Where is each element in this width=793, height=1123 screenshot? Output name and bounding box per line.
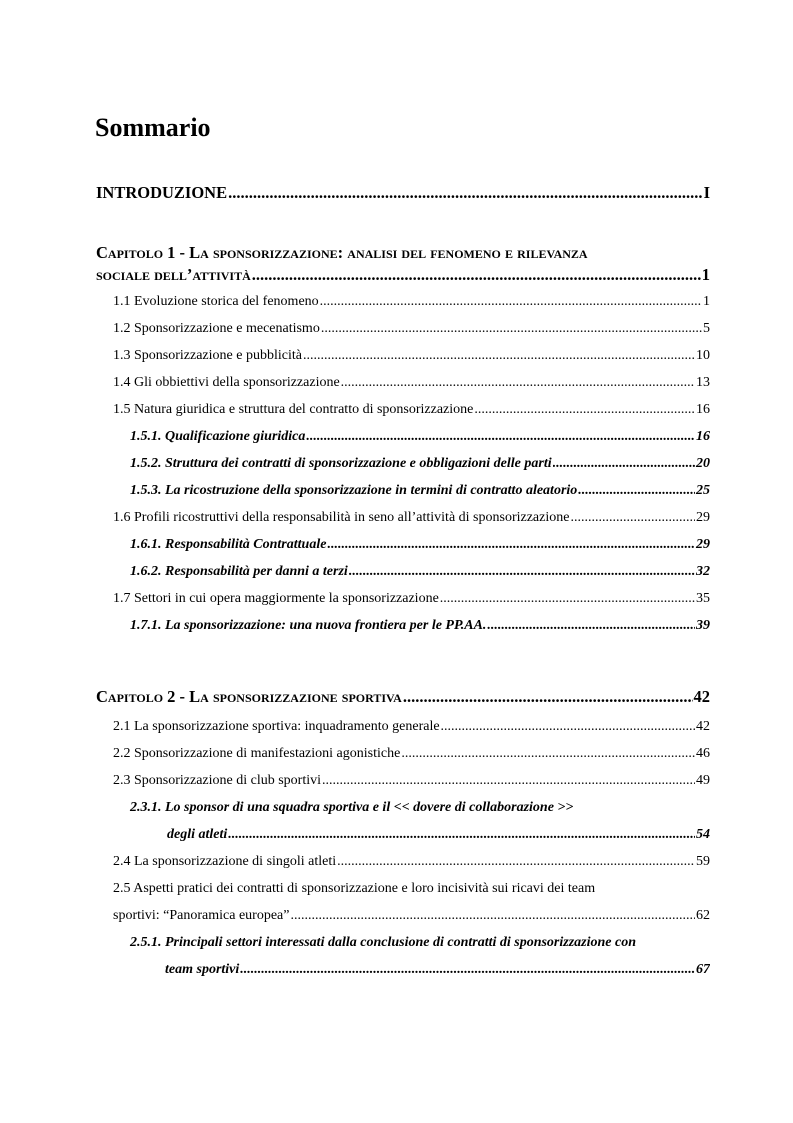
- toc-entry-label: 1.5.3. La ricostruzione della sponsorizzazione in termini di contratto aleatorio: [130, 483, 578, 498]
- toc-entry-label: 2.4 La sponsorizzazione di singoli atleti: [113, 854, 337, 869]
- toc-entry-2-3-1-line1[interactable]: 2.3.1. Lo sponsor di una squadra sportiva e il << dovere di collaborazione >>: [130, 800, 574, 815]
- leader-dots: [306, 427, 695, 447]
- leader-dots: [570, 508, 695, 528]
- leader-dots: [403, 687, 693, 707]
- leader-dots: [441, 717, 695, 737]
- toc-entry-label: 1.7 Settori in cui opera maggiormente la sponsorizzazione: [113, 591, 439, 606]
- toc-entry-page: 67: [696, 962, 710, 977]
- toc-entry-label: 2.1 La sponsorizzazione sportiva: inquadramento generale: [113, 719, 440, 734]
- chapter1-title-line1[interactable]: Capitolo 1 - La sponsorizzazione: analisi del fenomeno e rilevanza: [96, 243, 588, 262]
- toc-entry-label: 1.5 Natura giuridica e struttura del contratto di sponsorizzazione: [113, 402, 474, 417]
- toc-entry-2-2[interactable]: [113, 744, 710, 766]
- leader-dots: [553, 454, 695, 474]
- leader-dots: [341, 373, 695, 393]
- leader-dots: [578, 481, 695, 501]
- toc-entry-chapter2[interactable]: [96, 687, 710, 709]
- leader-dots: [401, 744, 695, 764]
- leader-dots: [320, 292, 702, 312]
- toc-entry-page: 20: [696, 456, 710, 471]
- toc-entry-page: 49: [696, 773, 710, 788]
- toc-entry-page: I: [703, 183, 710, 202]
- toc-entry-1-6[interactable]: [113, 508, 710, 530]
- toc-entry-label: 1.5.1. Qualificazione giuridica: [130, 429, 306, 444]
- toc-entry-label: 1.1 Evoluzione storica del fenomeno: [113, 294, 319, 309]
- toc-entry-1-3[interactable]: [113, 346, 710, 368]
- toc-entry-label: 1.6 Profili ricostruttivi della responsabilità in seno all’attività di sponsorizzazione: [113, 510, 570, 525]
- toc-entry-label: 1.6.2. Responsabilità per danni a terzi: [130, 564, 348, 579]
- toc-entry-label: 1.5.2. Struttura dei contratti di sponsorizzazione e obbligazioni delle parti: [130, 456, 552, 471]
- toc-entry-page: 5: [703, 321, 710, 336]
- leader-dots: [228, 825, 695, 845]
- toc-entry-page: 29: [696, 510, 710, 525]
- toc-entry-2-5-1[interactable]: [165, 960, 710, 982]
- toc-entry-page: 10: [696, 348, 710, 363]
- leader-dots: [240, 960, 695, 980]
- toc-entry-2-3-1[interactable]: [167, 825, 710, 847]
- toc-entry-page: 25: [696, 483, 710, 498]
- leader-dots: [487, 616, 695, 636]
- toc-entry-page: 1: [703, 294, 710, 309]
- toc-entry-label: 1.2 Sponsorizzazione e mecenatismo: [113, 321, 320, 336]
- toc-entry-1-7-1[interactable]: [130, 616, 710, 638]
- leader-dots: [474, 400, 695, 420]
- leader-dots: [228, 183, 702, 203]
- toc-entry-page: 42: [696, 719, 710, 734]
- toc-entry-page: 1: [701, 265, 710, 284]
- toc-entry-1-5[interactable]: [113, 400, 710, 422]
- toc-entry-page: 59: [696, 854, 710, 869]
- toc-entry-introduzione[interactable]: [96, 183, 710, 205]
- toc-entry-label: degli atleti: [167, 827, 228, 842]
- toc-entry-label: sportivi: “Panoramica europea”: [113, 908, 290, 923]
- toc-entry-label: 1.3 Sponsorizzazione e pubblicità: [113, 348, 302, 363]
- toc-entry-page: 35: [696, 591, 710, 606]
- toc-entry-page: 39: [696, 618, 710, 633]
- leader-dots: [440, 589, 695, 609]
- toc-entry-page: 54: [696, 827, 710, 842]
- toc-entry-label: 1.7.1. La sponsorizzazione: una nuova frontiera per le PP.AA.: [130, 618, 487, 633]
- toc-entry-1-1[interactable]: [113, 292, 710, 314]
- page-title: Sommario: [95, 113, 211, 142]
- toc-entry-label: INTRODUZIONE: [96, 183, 228, 202]
- toc-entry-label: 1.6.1. Responsabilità Contrattuale: [130, 537, 327, 552]
- toc-entry-1-7[interactable]: [113, 589, 710, 611]
- leader-dots: [337, 852, 695, 872]
- toc-entry-2-5-1-line1[interactable]: 2.5.1. Principali settori interessati dalla conclusione di contratti di sponsorizzazione con: [130, 935, 637, 950]
- leader-dots: [252, 265, 701, 285]
- toc-entry-1-4[interactable]: [113, 373, 710, 395]
- toc-entry-page: 16: [696, 402, 710, 417]
- leader-dots: [321, 319, 702, 339]
- toc-entry-label: 1.4 Gli obbiettivi della sponsorizzazione: [113, 375, 340, 390]
- toc-entry-label: Capitolo 2 - La sponsorizzazione sportiva: [96, 687, 402, 706]
- toc-entry-page: 46: [696, 746, 710, 761]
- toc-entry-label: 2.2 Sponsorizzazione di manifestazioni agonistiche: [113, 746, 401, 761]
- toc-entry-2-5-line1[interactable]: 2.5 Aspetti pratici dei contratti di sponsorizzazione e loro incisività sui ricavi dei team: [113, 881, 596, 896]
- leader-dots: [327, 535, 695, 555]
- toc-entry-label: team sportivi: [165, 962, 240, 977]
- toc-entry-page: 32: [696, 564, 710, 579]
- toc-entry-label: 2.3 Sponsorizzazione di club sportivi: [113, 773, 322, 788]
- toc-entry-chapter1[interactable]: [96, 265, 710, 287]
- leader-dots: [349, 562, 695, 582]
- toc-entry-1-5-1[interactable]: [130, 427, 710, 449]
- leader-dots: [290, 906, 695, 926]
- toc-entry-2-3[interactable]: [113, 771, 710, 793]
- toc-entry-1-5-3[interactable]: [130, 481, 710, 503]
- toc-entry-page: 62: [696, 908, 710, 923]
- toc-entry-page: 29: [696, 537, 710, 552]
- leader-dots: [322, 771, 695, 791]
- toc-entry-page: 42: [693, 687, 710, 706]
- toc-entry-1-6-2[interactable]: [130, 562, 710, 584]
- toc-entry-page: 16: [696, 429, 710, 444]
- toc-entry-1-6-1[interactable]: [130, 535, 710, 557]
- toc-entry-2-5[interactable]: [113, 906, 710, 928]
- leader-dots: [303, 346, 695, 366]
- toc-entry-2-1[interactable]: [113, 717, 710, 739]
- toc-entry-1-2[interactable]: [113, 319, 710, 341]
- toc-entry-2-4[interactable]: [113, 852, 710, 874]
- toc-entry-1-5-2[interactable]: [130, 454, 710, 476]
- toc-entry-label: sociale dell’attività: [96, 265, 251, 284]
- toc-entry-page: 13: [696, 375, 710, 390]
